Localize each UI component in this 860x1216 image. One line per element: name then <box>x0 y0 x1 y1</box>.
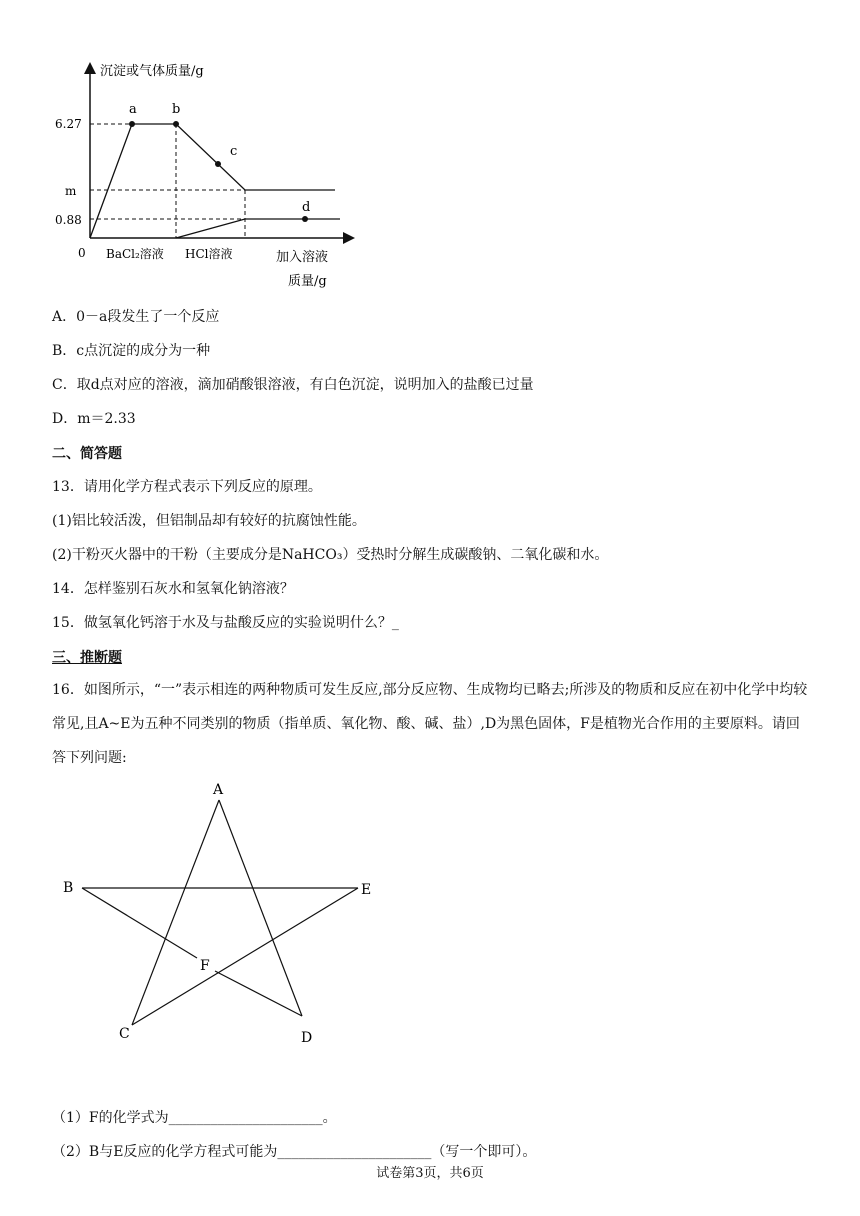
gas-line <box>176 219 340 238</box>
section-heading-short-answer: 二、简答题 <box>52 446 122 462</box>
node-a: A <box>213 782 224 798</box>
point-d <box>302 216 308 222</box>
x-axis-label-line1: 加入溶液 <box>276 250 329 265</box>
option-d: D．m＝2.33 <box>52 411 136 427</box>
label-d: d <box>302 200 311 215</box>
label-c: c <box>230 144 238 159</box>
question-13: 13．请用化学方程式表示下列反应的原理。 <box>52 479 322 495</box>
edge-e-c <box>132 888 358 1025</box>
question-14: 14．怎样鉴别石灰水和氢氧化钠溶液？ <box>52 581 294 597</box>
node-e: E <box>361 882 372 898</box>
y-tick-627: 6.27 <box>55 117 82 131</box>
precipitate-line <box>90 124 335 238</box>
question-16: 16．如图所示，“一”表示相连的两种物质可发生反应,部分反应物、生成物均已略去;所涉及的物质和反应在初中化学中均较常见,且A~E为五种不同类别的物质（指单质、氧化物、酸、碱、盐）,D为黑色固体，F是植物光合作用的主要原料。请回答下列问题: <box>52 682 808 766</box>
star-diagram <box>55 778 385 1053</box>
x-segment-bacl2: BaCl₂溶液 <box>106 247 164 261</box>
node-b: B <box>63 880 74 896</box>
question-16-1: （1）F的化学式为______________________。 <box>52 1110 337 1126</box>
section-heading-inference: 三、推断题 <box>52 650 122 666</box>
option-c: C．取d点对应的溶液，滴加硝酸银溶液，有白色沉淀，说明加入的盐酸已过量 <box>52 377 534 393</box>
edge-f-d <box>215 971 302 1016</box>
y-tick-088: 0.88 <box>55 213 82 227</box>
point-c <box>215 161 221 167</box>
edge-b-f <box>82 888 197 958</box>
mass-chart <box>40 55 370 300</box>
origin-label: 0 <box>78 246 86 260</box>
edge-a-c <box>132 800 219 1025</box>
point-b <box>173 121 179 127</box>
page-footer: 试卷第3页，共6页 <box>376 1166 484 1181</box>
question-15: 15．做氢氧化钙溶于水及与盐酸反应的实验说明什么？_ <box>52 615 399 631</box>
y-axis-label: 沉淀或气体质量/g <box>100 64 204 79</box>
question-13-1: (1)铝比较活泼，但铝制品却有较好的抗腐蚀性能。 <box>52 513 366 529</box>
question-16-2: （2）B与E反应的化学方程式可能为______________________（写一个即可）。 <box>52 1144 537 1160</box>
x-axis-label-line2: 质量/g <box>288 274 327 289</box>
node-d: D <box>301 1030 313 1046</box>
node-f: F <box>200 958 210 974</box>
y-tick-m: m <box>65 184 77 198</box>
edge-a-d <box>219 800 302 1016</box>
point-a <box>129 121 135 127</box>
question-13-2: (2)干粉灭火器中的干粉（主要成分是NaHCO₃）受热时分解生成碳酸钠、二氧化碳和水。 <box>52 547 609 563</box>
x-segment-hcl: HCl溶液 <box>185 247 233 261</box>
label-a: a <box>129 102 137 117</box>
option-a: A．0－a段发生了一个反应 <box>52 309 220 325</box>
label-b: b <box>172 102 181 117</box>
option-b: B．c点沉淀的成分为一种 <box>52 343 211 359</box>
node-c: C <box>119 1026 130 1042</box>
